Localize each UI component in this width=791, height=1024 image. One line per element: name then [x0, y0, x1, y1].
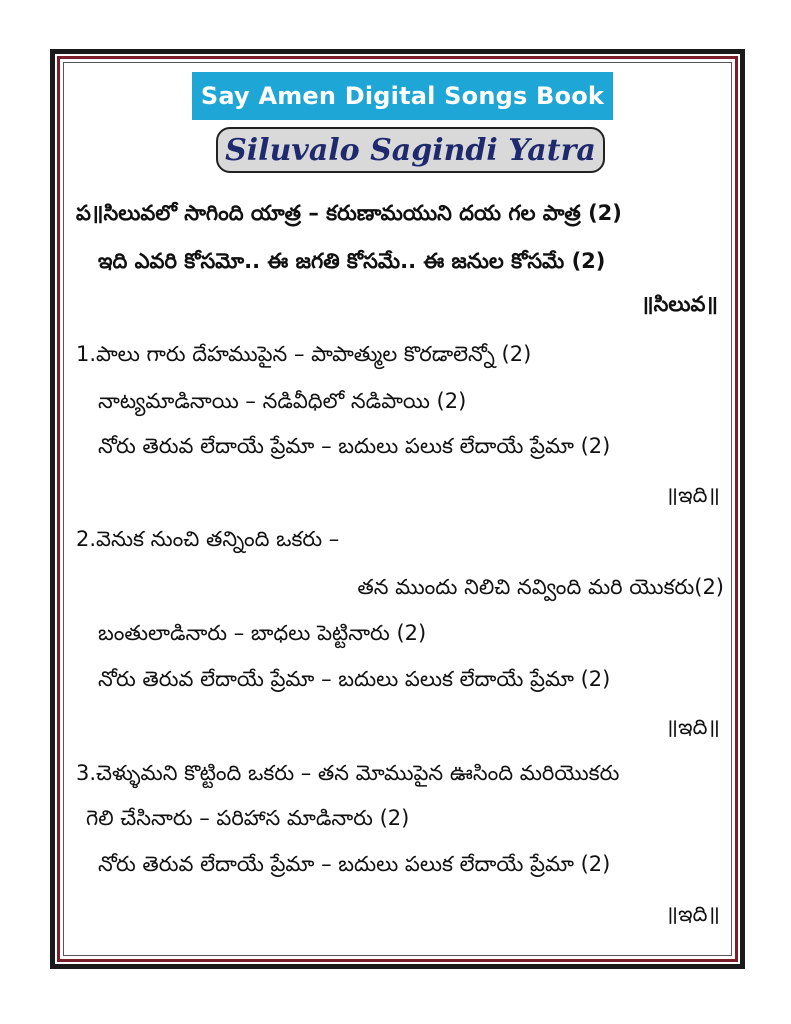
- chorus-line-1: ప॥సిలువలో సాగింది యాత్ర – కరుణామయుని దయ గల పాత్ర (2): [76, 201, 622, 225]
- verse-3-line-3: నోరు తెరువ లేదాయే ప్రేమా – బదులు పలుక లేదాయే ప్రేమా (2): [98, 852, 611, 876]
- book-banner: Say Amen Digital Songs Book: [192, 72, 613, 120]
- verse-3-line-2: గెలి చేసినారు – పరిహాస మాడినారు (2): [86, 806, 410, 830]
- verse-1-line-2: నాట్యమాడినాయి – నడివీధిలో నడిపాయి (2): [98, 389, 467, 413]
- verse-1-line-1: 1.పాలు గారు దేహముపైన – పాపాత్ముల కొరడాలెన్నో (2): [76, 342, 532, 366]
- chorus-line-2: ఇది ఎవరి కోసమో.. ఈ జగతి కోసమే.. ఈ జనుల కోసమే (2): [98, 249, 606, 273]
- verse-2-line-1: 2.వెనుక నుంచి తన్నింది ఒకరు –: [76, 527, 340, 551]
- verse-2-refrain-marker: ॥ఇది॥: [665, 715, 720, 739]
- verse-3-refrain-marker: ॥ఇది॥: [665, 902, 720, 926]
- verse-1-line-3: నోరు తెరువ లేదాయే ప్రేమా – బదులు పలుక లేదాయే ప్రేమా (2): [98, 434, 611, 458]
- verse-2-line-2: తన ముందు నిలిచి నవ్వింది మరి యొకరు(2): [357, 575, 724, 599]
- verse-2-line-4: నోరు తెరువ లేదాయే ప్రేమా – బదులు పలుక లేదాయే ప్రేమా (2): [98, 667, 611, 691]
- verse-1-refrain-marker: ॥ఇది॥: [665, 483, 720, 507]
- song-title: Siluvalo Sagindi Yatra: [216, 127, 605, 173]
- verse-3-line-1: 3.చెళ్ళుమని కొట్టింది ఒకరు – తన మోముపైన ఊసింది మరియొకరు: [76, 761, 620, 785]
- chorus-refrain-marker: ॥సిలువ॥: [641, 292, 718, 316]
- verse-2-line-3: బంతులాడినారు – బాధలు పెట్టినారు (2): [98, 621, 427, 645]
